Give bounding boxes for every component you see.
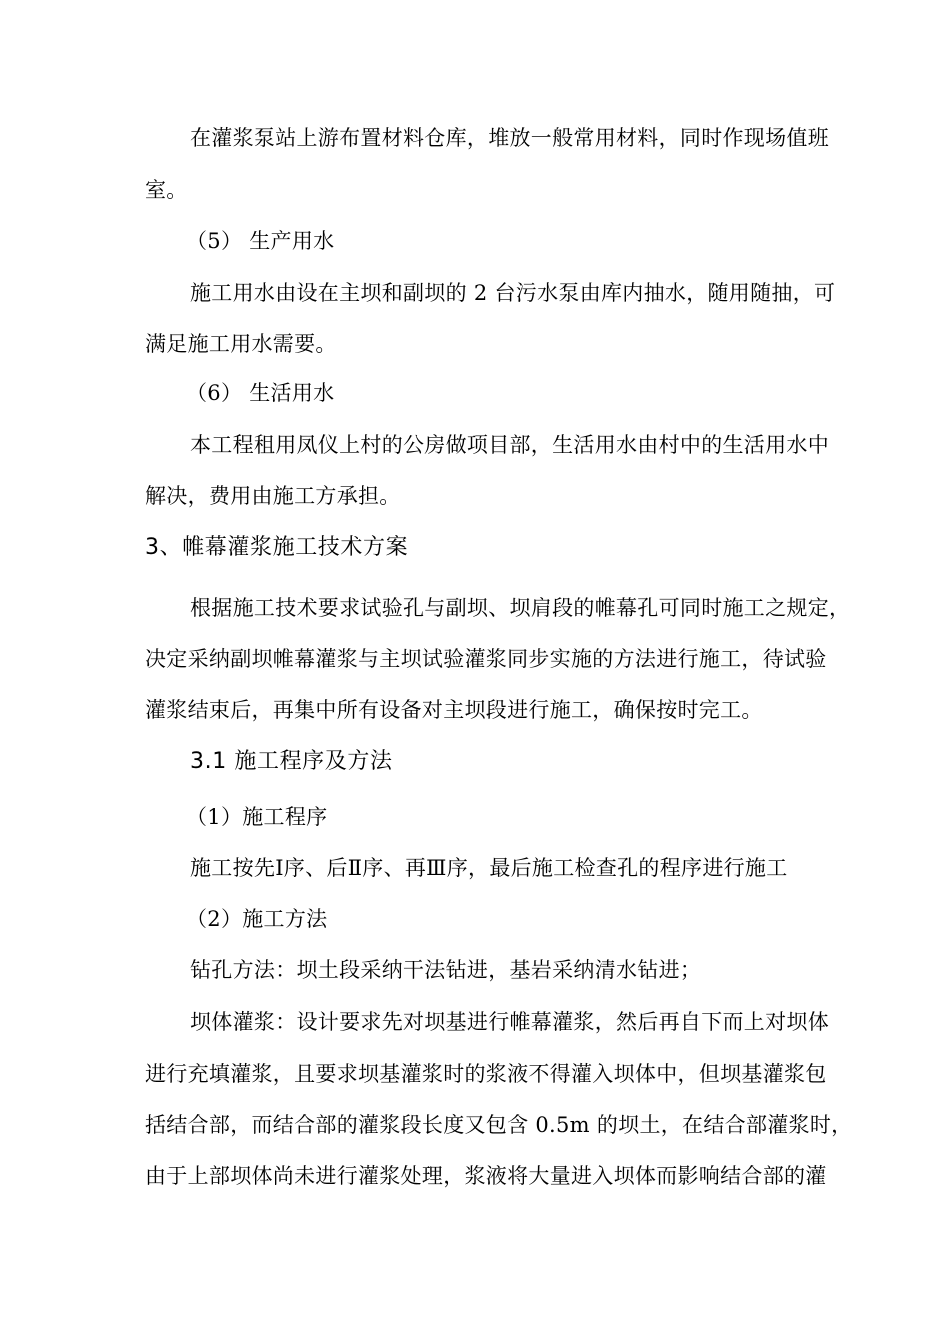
paragraph-line: 灌浆结束后，再集中所有设备对主坝段进行施工，确保按时完工。 (145, 698, 763, 722)
paragraph-line: 坝体灌浆：设计要求先对坝基进行帷幕灌浆，然后再自下而上对坝体 (190, 1010, 829, 1034)
subsection-label: （2）施工方法 (186, 907, 328, 931)
paragraph-line: 本工程租用凤仪上村的公房做项目部，生活用水由村中的生活用水中 (190, 433, 829, 457)
paragraph-line: 在灌浆泵站上游布置材料仓库，堆放一般常用材料，同时作现场值班 (190, 126, 829, 150)
paragraph-line: 括结合部，而结合部的灌浆段长度又包含 0.5m 的坝土，在结合部灌浆时， (145, 1113, 853, 1137)
section-heading: 3、帷幕灌浆施工技术方案 (145, 535, 409, 560)
paragraph-line: 解决，费用由施工方承担。 (145, 484, 401, 508)
paragraph-line: 钻孔方法：坝土段采纳干法钻进，基岩采纳清水钻进； (190, 958, 702, 982)
paragraph-line: 室。 (145, 178, 188, 202)
subsection-label: （1）施工程序 (186, 805, 328, 829)
paragraph-line: 决定采纳副坝帷幕灌浆与主坝试验灌浆同步实施的方法进行施工，待试验 (145, 647, 827, 671)
paragraph-line: 由于上部坝体尚未进行灌浆处理，浆液将大量进入坝体而影响结合部的灌 (145, 1164, 827, 1188)
subsection-heading: 3.1 施工程序及方法 (190, 749, 393, 774)
paragraph-line: 满足施工用水需要。 (145, 332, 337, 356)
subsection-label: （5） 生产用水 (186, 229, 335, 253)
subsection-label: （6） 生活用水 (186, 381, 335, 405)
paragraph-line: 进行充填灌浆，且要求坝基灌浆时的浆液不得灌入坝体中，但坝基灌浆包 (145, 1062, 827, 1086)
paragraph-line: 根据施工技术要求试验孔与副坝、坝肩段的帷幕孔可同时施工之规定， (190, 596, 851, 620)
paragraph-line: 施工用水由设在主坝和副坝的 2 台污水泵由库内抽水，随用随抽，可 (190, 281, 836, 305)
paragraph-line: 施工按先Ⅰ序、后Ⅱ序、再Ⅲ序，最后施工检查孔的程序进行施工 (190, 856, 788, 880)
